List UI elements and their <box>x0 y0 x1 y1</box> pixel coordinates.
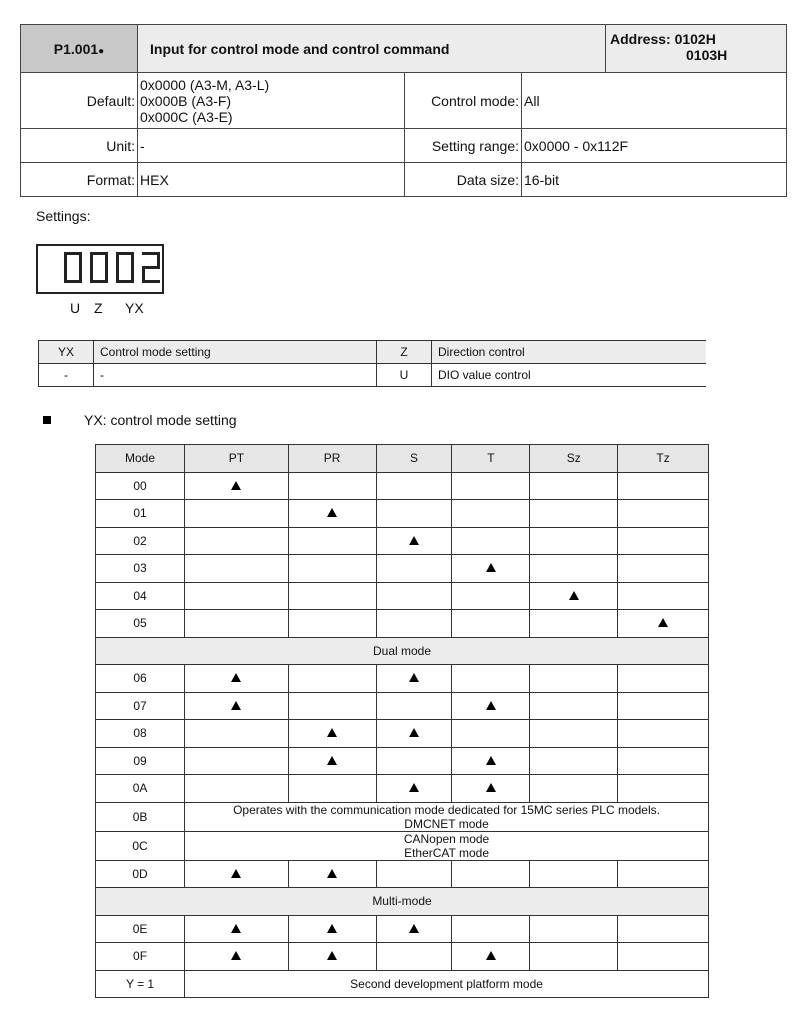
yx-underline <box>116 293 156 294</box>
cell-dash-2: - <box>94 364 377 387</box>
mode-cell <box>185 610 289 638</box>
cell-dash-1: - <box>39 364 94 387</box>
mode-cell: 04 <box>96 582 185 610</box>
mode-cell <box>530 582 618 610</box>
unit-label: Unit: <box>21 129 138 163</box>
mode-cell <box>288 555 376 583</box>
mode-cell <box>185 472 289 500</box>
mode-cell <box>452 500 530 528</box>
mode-cell <box>288 720 376 748</box>
mode-cell <box>185 555 289 583</box>
mode-cell <box>530 527 618 555</box>
mode-cell: 01 <box>96 500 185 528</box>
mode-cell <box>376 555 452 583</box>
segment <box>116 253 119 267</box>
seven-segment-digit <box>142 252 160 282</box>
triangle-mark-icon <box>327 756 337 765</box>
mode-cell <box>618 665 709 693</box>
mode-cell <box>185 692 289 720</box>
mode-cell <box>530 775 618 803</box>
format-label: Format: <box>21 163 138 197</box>
mode-cell <box>618 692 709 720</box>
mode-cell <box>376 775 452 803</box>
table-row <box>96 527 709 555</box>
parameter-code <box>21 25 138 73</box>
parameter-code-text: P1.001 <box>53 40 99 57</box>
triangle-mark-icon <box>409 673 419 682</box>
segment <box>105 267 108 281</box>
table-row <box>96 555 709 583</box>
description-line: Second development platform mode <box>350 976 543 991</box>
mode-cell <box>452 747 530 775</box>
data-size-label: Data size: <box>405 163 522 197</box>
segment <box>116 267 119 281</box>
mode-cell <box>288 775 376 803</box>
seven-segment-digit <box>64 252 82 282</box>
column-header: Sz <box>530 445 618 473</box>
table-row <box>96 665 709 693</box>
column-header: T <box>452 445 530 473</box>
mode-cell <box>452 943 530 971</box>
mode-cell: 06 <box>96 665 185 693</box>
parameter-address <box>606 25 787 73</box>
default-values <box>138 73 405 129</box>
mode-cell <box>530 747 618 775</box>
mode-cell <box>452 555 530 583</box>
segment <box>79 267 82 281</box>
mode-cell <box>185 860 289 888</box>
mode-cell: 00 <box>96 472 185 500</box>
cell-control-mode-setting: Control mode setting <box>94 341 377 364</box>
mode-cell <box>288 472 376 500</box>
settings-label: Settings: <box>36 208 91 224</box>
control-mode-label: Control mode: <box>405 73 522 129</box>
mode-cell <box>530 860 618 888</box>
control-mode-table <box>95 444 709 998</box>
mode-cell <box>618 527 709 555</box>
data-size-value: 16-bit <box>522 163 787 197</box>
mode-cell <box>288 860 376 888</box>
segment <box>131 253 134 267</box>
mode-cell <box>185 527 289 555</box>
mode-cell: Y = 1 <box>96 970 185 998</box>
mode-cell <box>530 720 618 748</box>
triangle-mark-icon <box>409 536 419 545</box>
mode-cell <box>185 582 289 610</box>
triangle-mark-icon <box>486 783 496 792</box>
cell-u: U <box>377 364 432 387</box>
table-row <box>96 720 709 748</box>
mode-cell <box>452 582 530 610</box>
table-row <box>96 860 709 888</box>
cell-direction-control: Direction control <box>432 341 707 364</box>
description-line: CANopen mode <box>403 831 490 846</box>
address-line-2: 0103H <box>686 47 728 63</box>
cell-yx: YX <box>39 341 94 364</box>
mode-cell: 07 <box>96 692 185 720</box>
digit-definition-row <box>39 341 707 364</box>
triangle-mark-icon <box>569 591 579 600</box>
mode-cell <box>376 472 452 500</box>
column-header: PT <box>185 445 289 473</box>
triangle-mark-icon <box>486 701 496 710</box>
mode-cell <box>452 472 530 500</box>
mode-cell <box>530 472 618 500</box>
triangle-mark-icon <box>231 924 241 933</box>
mode-cell <box>530 943 618 971</box>
mode-cell <box>376 527 452 555</box>
address-line-1: Address: 0102H <box>610 31 716 47</box>
z-underline <box>92 293 110 294</box>
segment <box>64 267 67 281</box>
mode-cell: 03 <box>96 555 185 583</box>
mode-cell: 02 <box>96 527 185 555</box>
mode-cell: 0E <box>96 915 185 943</box>
segment <box>142 280 160 283</box>
mode-cell <box>618 720 709 748</box>
mode-cell <box>288 692 376 720</box>
table-row <box>96 500 709 528</box>
digit-label-u: U <box>70 300 81 316</box>
unit-value: - <box>138 129 405 163</box>
mode-cell <box>618 943 709 971</box>
table-row <box>96 831 709 860</box>
mode-cell <box>452 527 530 555</box>
mode-cell: 09 <box>96 747 185 775</box>
mode-cell <box>185 775 289 803</box>
mode-cell <box>185 500 289 528</box>
digit-definition-table <box>38 340 706 387</box>
column-header: Tz <box>618 445 709 473</box>
segment <box>105 253 108 267</box>
table-row <box>96 802 709 831</box>
control-mode-value: All <box>522 73 787 129</box>
default-value-1: 0x0000 (A3-M, A3-L) <box>140 76 270 93</box>
cell-dio-value-control: DIO value control <box>432 364 707 387</box>
seven-segment-digit <box>90 252 108 282</box>
triangle-mark-icon <box>231 481 241 490</box>
mode-cell <box>376 943 452 971</box>
table-row <box>96 692 709 720</box>
mode-cell <box>376 610 452 638</box>
section-heading: YX: control mode setting <box>84 412 237 428</box>
triangle-mark-icon <box>486 756 496 765</box>
mode-cell <box>376 747 452 775</box>
mode-cell <box>452 720 530 748</box>
parameter-code-mark: ● <box>98 45 105 57</box>
mode-cell <box>452 915 530 943</box>
header-row <box>96 445 709 473</box>
description-line: Operates with the communication mode dedicated for 15MC series PLC models. <box>233 802 660 817</box>
mode-cell <box>288 500 376 528</box>
triangle-mark-icon <box>327 508 337 517</box>
mode-cell <box>452 775 530 803</box>
mode-cell <box>530 665 618 693</box>
digit-definition-row <box>39 364 707 387</box>
mode-cell <box>618 582 709 610</box>
parameter-header-table <box>20 24 787 197</box>
mode-description <box>185 802 709 831</box>
mode-cell <box>185 747 289 775</box>
setting-range-label: Setting range: <box>405 129 522 163</box>
mode-cell <box>452 692 530 720</box>
mode-cell <box>288 747 376 775</box>
mode-cell <box>376 582 452 610</box>
segment <box>157 253 160 267</box>
section-row <box>96 888 709 916</box>
section-label: Multi-mode <box>96 888 709 916</box>
parameter-title: Input for control mode and control command <box>138 25 606 73</box>
column-header: S <box>376 445 452 473</box>
table-row <box>96 610 709 638</box>
mode-cell <box>452 665 530 693</box>
digit-label-yx: YX <box>125 300 144 316</box>
table-row <box>96 915 709 943</box>
mode-cell: 0D <box>96 860 185 888</box>
u-underline <box>66 293 84 294</box>
mode-cell <box>185 720 289 748</box>
table-row <box>96 775 709 803</box>
mode-cell <box>185 915 289 943</box>
triangle-mark-icon <box>409 924 419 933</box>
segment <box>64 253 67 267</box>
seven-segment-display <box>36 244 164 294</box>
section-row <box>96 637 709 665</box>
format-value: HEX <box>138 163 405 197</box>
default-value-3: 0x000C (A3-E) <box>140 108 233 125</box>
bullet-square-icon <box>43 416 51 424</box>
triangle-mark-icon <box>409 783 419 792</box>
mode-cell <box>530 500 618 528</box>
mode-cell <box>618 860 709 888</box>
mode-cell <box>618 555 709 583</box>
segment <box>90 267 93 281</box>
mode-cell: 0B <box>96 802 185 831</box>
triangle-mark-icon <box>327 924 337 933</box>
seven-segment-digit <box>116 252 134 282</box>
table-row <box>96 472 709 500</box>
table-row <box>96 970 709 998</box>
mode-cell <box>376 665 452 693</box>
mode-cell <box>452 860 530 888</box>
triangle-mark-icon <box>327 869 337 878</box>
mode-cell <box>288 610 376 638</box>
default-label: Default: <box>21 73 138 129</box>
mode-cell <box>618 915 709 943</box>
mode-cell <box>185 665 289 693</box>
triangle-mark-icon <box>231 869 241 878</box>
section-label: Dual mode <box>96 637 709 665</box>
table-row <box>96 582 709 610</box>
mode-cell <box>376 500 452 528</box>
mode-cell <box>288 915 376 943</box>
mode-cell <box>185 943 289 971</box>
column-header: PR <box>288 445 376 473</box>
description-line: EtherCAT mode <box>404 845 489 860</box>
triangle-mark-icon <box>231 951 241 960</box>
mode-cell <box>452 610 530 638</box>
table-row <box>96 943 709 971</box>
column-header: Mode <box>96 445 185 473</box>
segment <box>79 253 82 267</box>
triangle-mark-icon <box>231 701 241 710</box>
cell-z: Z <box>377 341 432 364</box>
default-value-2: 0x000B (A3-F) <box>140 92 232 109</box>
mode-cell <box>288 527 376 555</box>
triangle-mark-icon <box>327 951 337 960</box>
triangle-mark-icon <box>486 951 496 960</box>
mode-cell <box>618 775 709 803</box>
mode-cell <box>376 720 452 748</box>
mode-cell <box>376 692 452 720</box>
mode-cell <box>530 692 618 720</box>
triangle-mark-icon <box>658 618 668 627</box>
segment <box>131 267 134 281</box>
description-line: DMCNET mode <box>404 816 489 831</box>
segment <box>142 267 145 281</box>
mode-cell <box>618 472 709 500</box>
setting-range-value: 0x0000 - 0x112F <box>522 129 787 163</box>
table-row <box>96 747 709 775</box>
digit-label-z: Z <box>94 300 103 316</box>
triangle-mark-icon <box>486 563 496 572</box>
mode-cell <box>288 665 376 693</box>
mode-description <box>185 970 709 998</box>
segment <box>90 253 93 267</box>
triangle-mark-icon <box>231 673 241 682</box>
mode-cell <box>618 500 709 528</box>
mode-cell <box>530 555 618 583</box>
mode-cell: 0A <box>96 775 185 803</box>
triangle-mark-icon <box>327 728 337 737</box>
mode-cell <box>530 915 618 943</box>
mode-cell <box>288 582 376 610</box>
triangle-mark-icon <box>409 728 419 737</box>
mode-cell <box>288 943 376 971</box>
mode-cell <box>618 747 709 775</box>
mode-cell <box>376 915 452 943</box>
mode-description <box>185 831 709 860</box>
mode-cell: 0F <box>96 943 185 971</box>
mode-cell <box>618 610 709 638</box>
mode-cell: 0C <box>96 831 185 860</box>
mode-cell <box>530 610 618 638</box>
mode-cell: 08 <box>96 720 185 748</box>
mode-cell <box>376 860 452 888</box>
mode-cell: 05 <box>96 610 185 638</box>
